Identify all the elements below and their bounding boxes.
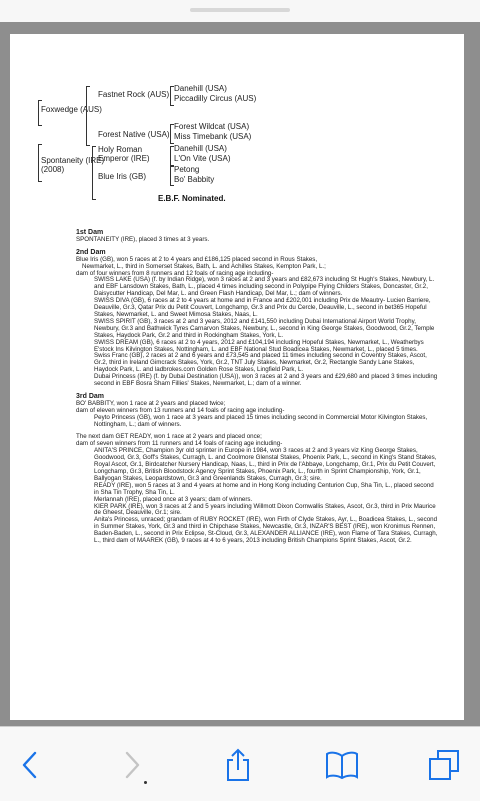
status-bar [0,0,480,22]
progeny-entry: Peyto Princess (GB), won 1 race at 3 years and placed 15 times including second in Commercial Motor Kilvington Stakes, Nottingham, L.; dam of winners. [94,413,428,428]
book-icon [325,750,359,780]
third-dam-line: dam of eleven winners from 13 runners and 14 foals of racing age including- [76,406,285,414]
next-dam-line: The next dam GET READY, won 1 race at 2 years and placed once; [76,433,262,441]
tabs-icon [428,749,460,781]
ds-dam-name: L'On Vite (USA) [174,154,231,163]
document-page [10,34,464,720]
drag-handle[interactable] [190,8,290,12]
ebf-nominated: E.B.F. Nominated. [158,194,226,203]
sire-bracket [38,100,42,126]
progeny-entry: SWISS SPIRIT (GB), 3 races at 2 and 3 years, 2012 and £141,550 including Dubai International Airport World Trophy, Newbury, Gr.3 and Bathwick Tyres Carnarvon Stakes, Newbury, L., second in King George Stakes, Goodwood, Gr.2, Temple Stakes, Haydock Park, Gr.2 and third in Rockingham Stakes, York, L. [94,317,435,339]
progeny-entry: Dubai Princess (IRE) (f. by Dubai Destination (USA)), won 3 races at 2 and 3 years and £29,680 and placed 3 times including second in EBF Bosra Sham Fillies' Stakes, Newmarket, L.; dam of a winner. [94,373,438,388]
dd-dam-name: Bo' Babbity [174,175,215,184]
progeny-entry: Anita's Princess, unraced; grandam of RUBY ROCKET (IRE), won Firth of Clyde Stakes, Ayr, L., Boadicea Stakes, L., second in Summer Stakes, York, Gr.3 and third in Chipchase Stakes, Newcastle, Gr.3, INZAR'S BEST (IRE), won Kronimus Rennen, Baden-Baden, L., second in Prix Eclipse, St-Cloud, Gr.3, ALEXANDER ALLIANCE (IRE), won Flame of Tara Stakes, Curragh, L., third dam of MAAREK (GB), 9 races at 4 to 6 years, 2013 including British Champions Sprint Stakes, Ascot, Gr.2. [94,516,438,545]
progeny-entry: SWISS DIVA (GB), 6 races at 2 to 4 years at home and in France and £202,001 including Prix de Meautry- Lucien Barriere, Deauville, Gr.3, Qatar Prix du Petit Couvert, Longchamp, Gr.3 and Prix du Cercle, Deauville, L., second in bet365 Hopeful Stakes, Newmarket, L. and Sweet Mimosa Stakes, Naas, L. [94,297,431,318]
sd-dam-name: Miss Timebank (USA) [174,132,252,141]
progeny-entry: Merlannah (IRE), placed once at 3 years; dam of winners. [94,495,253,503]
dam-name: Spontaneity (IRE) [41,156,105,165]
ds-sire-name: Danehill (USA) [174,144,227,153]
second-dam-line: Newmarket, L., third in Somerset Stakes, Bath, L. and Achilles Stakes, Kempton Park, L.; [82,262,326,270]
progeny-entry: ANITA'S PRINCE, Champion 3yr old sprinter in Europe in 1984, won 3 races at 2 and 3 years viz King George Stakes, Goodwood, Gr.3, Goff's Stakes, Curragh, L. and Coolmore Glenstal Stakes, Phoenix Park, L., second in King's Stand Stakes, Royal Ascot, Gr.1, Birdcatcher Nursery Handicap, Naas, L., third in Prix de l'Abbaye, Longchamp, Gr.1, Prix du Petit Couvert, Longchamp, Gr.3, British Bloodstock Agency Sprint Stakes, Phoenix Park, L., fourth in Sprint Championship, York, Gr.1, Ballyogan Stakes, Leopardstown, Gr.3 and Greenlands Stakes, Curragh, Gr.3; sire. [94,447,437,482]
bottom-toolbar [0,726,480,801]
family-details [76,224,440,545]
sire-line-bracket [86,86,90,146]
progeny-entry: SWISS DREAM (GB), 6 races at 2 to 4 years, 2012 and £104,194 including Hopeful Stakes, Newmarket, L., Weatherbys E'stock Ins Kilvington Stakes, Nottingham, L. and EBF National Stud Boadicea Stakes, Newmarket, L., placed 5 times. [94,338,424,353]
share-button[interactable] [218,745,258,785]
next-dam-line: dam of seven winners from 11 runners and 14 foals of racing age including- [76,440,283,448]
sire-name: Foxwedge (AUS) [41,105,102,114]
sire-dam-name: Forest Native (USA) [98,130,170,139]
sd-sire-name: Forest Wildcat (USA) [174,122,250,131]
first-dam-heading: 1st Dam [76,229,104,236]
chevron-left-icon [19,750,41,780]
first-dam-text: SPONTANEITY (IRE), placed 3 times at 3 years. [76,235,210,243]
second-dam-line: dam of four winners from 8 runners and 12 foals of racing age including- [76,269,274,277]
progeny-entry: READY (IRE), won 5 races at 3 and 4 years at home and in Hong Kong including Centurion Cup, Sha Tin, L., placed second in Sha Tin Trophy, Sha Tin, L. [94,481,434,496]
ss-dam-name: Piccadilly Circus (AUS) [174,94,257,103]
third-dam-heading: 3rd Dam [76,392,105,400]
second-dam-heading: 2nd Dam [76,248,106,256]
dd-sire-name: Petong [174,165,200,174]
dam-year: (2008) [41,165,65,174]
chevron-right-icon [121,750,143,780]
dam-sire-line1: Holy Roman [98,145,143,154]
dam-dam-name: Blue Iris (GB) [98,172,147,181]
third-dam-line: BO' BABBITY, won 1 race at 2 years and placed twice; [76,399,226,407]
share-icon [224,748,252,782]
progeny-entry: KIER PARK (IRE), won 3 races at 2 and 5 years including Willmott Dixon Cornwallis Stakes, Ascot, Gr.3, third in Prix Maurice de Gheest, Deauville, Gr.1; sire. [94,502,436,517]
back-button[interactable] [10,745,50,785]
dam-line-bracket [92,146,96,200]
progeny-entry: SWISS LAKE (USA) (f. by Indian Ridge), won 3 races at 2 and 3 years and £82,673 including St Hugh's Stakes, Newbury, L. and EBF Lansdown Stakes, Bath, L., placed 4 times including second in Polypipe Flying Childers Stakes, Doncaster, Gr.2, Daisycutter Handicap, Del Mar, L. and Green Flash Handicap, Del Mar, L.; dam of winners. [94,276,435,298]
page-indicator-dot [144,781,147,784]
second-dam-line: Blue Iris (GB), won 5 races at 2 to 4 years and £186,125 placed second in Rous Stakes, [76,255,318,263]
dam-sire-line2: Emperor (IRE) [98,154,150,163]
progeny-entry: Swiss Franc (GB), 2 races at 2 and 6 years and £73,545 and placed 11 times including second in Coventry Stakes, Ascot, Gr.2, third in Ireland Gimcrack Stakes, York, Gr.2, TNT July Stakes, Newmarket, Gr.2, Rectangle Sandy Lane Stakes, Haydock Park, L. and ladbrokes.com Golden Rose Stakes, Lingfield Park, L. [94,352,427,374]
forward-button[interactable] [112,745,152,785]
sire-sire-name: Fastnet Rock (AUS) [98,90,170,99]
ss-sire-name: Danehill (USA) [174,84,227,93]
document-viewer[interactable] [0,22,480,726]
tabs-button[interactable] [424,745,464,785]
bookmarks-button[interactable] [322,745,362,785]
